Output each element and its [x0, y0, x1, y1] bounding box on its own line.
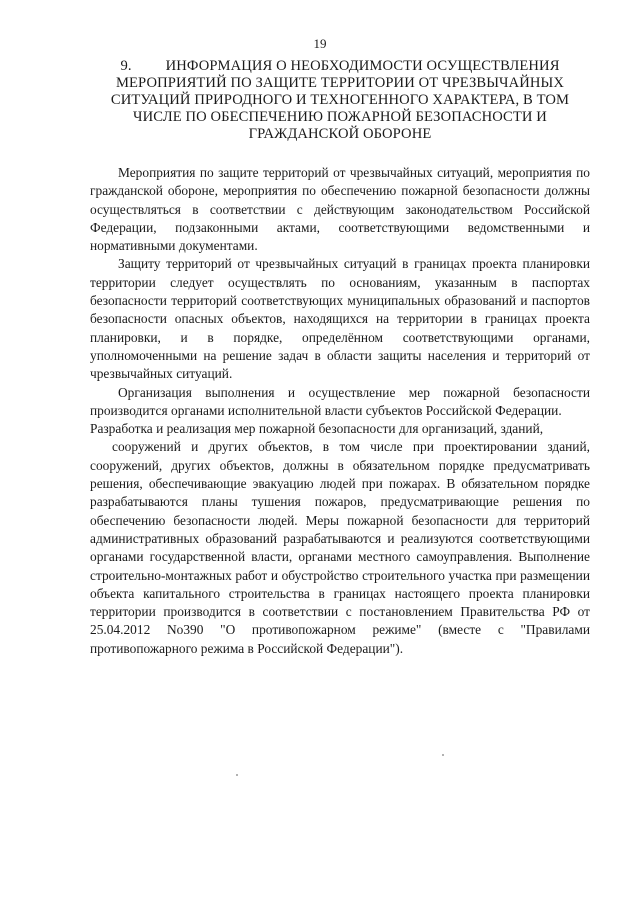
section-title-continuation: МЕРОПРИЯТИЙ ПО ЗАЩИТЕ ТЕРРИТОРИИ ОТ ЧРЕЗВЫЧАЙНЫХ СИТУАЦИЙ ПРИРОДНОГО И ТЕХНОГЕННОГО ХАРАКТЕРА, В ТОМ ЧИСЛЕ ПО ОБЕСПЕЧЕНИЮ ПОЖАРНОЙ БЕЗОПАСНОСТИ И ГРАЖДАНСКОЙ ОБОРОНЕ — [110, 75, 570, 142]
section-title-first-line: ИНФОРМАЦИЯ О НЕОБХОДИМОСТИ ОСУЩЕСТВЛЕНИЯ — [165, 58, 560, 74]
scan-speck — [442, 754, 444, 756]
scan-speck — [236, 774, 238, 776]
paragraph-fire-safety-measures-start: Разработка и реализация мер пожарной безопасности для организаций, зданий, — [90, 421, 544, 437]
paragraph-legal-basis: Мероприятия по защите территорий от чрезвычайных ситуаций, мероприятия по гражданской обороне, мероприятия по обеспечению пожарной безопасности должны осуществляться в соответствии с действующим законодательством Российской Федерации, подзаконными актами, соответствующими ведомственными и нормативными документами. — [90, 165, 590, 254]
section-number: 9. — [120, 58, 132, 74]
paragraph-fire-safety-measures: сооружений и других объектов, в том числе при проектировании зданий, сооружений, других объектов, должны в обязательном порядке предусматривать решения, обеспечивающие эвакуацию людей при пожарах. В обязательном порядке разрабатываются планы тушения пожаров, предусматривающие решения по обеспечению безопасности людей. Меры пожарной безопасности для территорий административных образований разрабатываются и реализуются соответствующими органами государственной власти, органами местного самоуправления. Выполнение строительно-монтажных работ и обустройство строительного участка при размещении объекта капитального строительства в границах настоящего проекта планировки территории производится в соответствии с постановлением Правительства РФ от 25.04.2012 No390 "О противопожарном режиме" (вместе с "Правилами противопожарного режима в Российской Федерации"). — [90, 439, 590, 656]
paragraph-fire-safety-authority: Организация выполнения и осуществление мер пожарной безопасности производится органами исполнительной власти субъектов Российской Федерации. — [90, 384, 590, 418]
page-number: 19 — [313, 36, 327, 51]
paragraph-emergency-protection: Защиту территорий от чрезвычайных ситуаций в границах проекта планировки территории следует осуществлять по основаниям, указанным в паспортах безопасности территорий соответствующих муниципальных образований и паспортов безопасности опасных объектов, находящихся на территории в границах проекта планировки, и в порядке, определённом соответствующими органами, уполномоченными на решение задач в области защиты населения и территорий от чрезвычайных ситуаций. — [90, 256, 590, 382]
document-body — [90, 164, 590, 658]
section-heading — [90, 58, 590, 143]
